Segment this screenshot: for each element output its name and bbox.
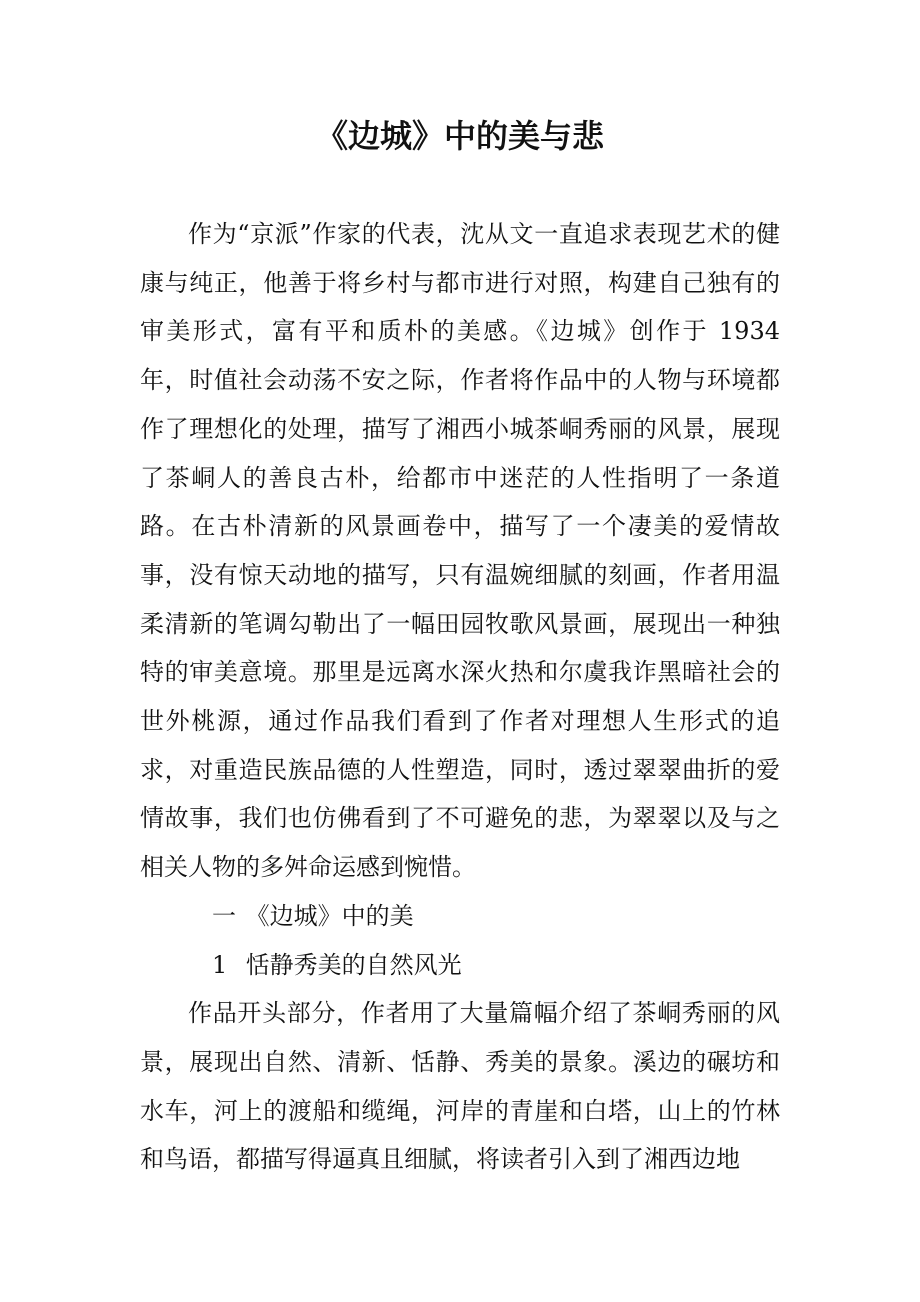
subsection-number: 1 — [212, 950, 228, 979]
section-heading-text: 《边城》中的美 — [245, 901, 414, 930]
document-body — [140, 210, 780, 1184]
section-heading — [140, 892, 780, 941]
intro-paragraph: 作为“京派”作家的代表，沈从文一直追求表现艺术的健康与纯正，他善于将乡村与都市进行对照，构建自己独有的审美形式，富有平和质朴的美感。《边城》创作于 1934 年，时值社会动荡不安之际，作者将作品中的人物与环境都作了理想化的处理，描写了湘西小城茶峒秀丽的风景，展现了茶峒人的善良古朴，给都市中迷茫的人性指明了一条道路。在古朴清新的风景画卷中，描写了一个凄美的爱情故事，没有惊天动地的描写，只有温婉细腻的刻画，作者用温柔清新的笔调勾勒出了一幅田园牧歌风景画，展现出一种独特的审美意境。那里是远离水深火热和尔虞我诈黑暗社会的世外桃源，通过作品我们看到了作者对理想人生形式的追求，对重造民族品德的人性塑造，同时，透过翠翠曲折的爱情故事，我们也仿佛看到了不可避免的悲，为翠翠以及与之相关人物的多舛命运感到惋惜。 — [140, 220, 780, 882]
section-number: 一 — [212, 901, 236, 930]
subsection-heading-text: 恬静秀美的自然风光 — [245, 950, 462, 979]
subsection-heading — [140, 941, 780, 990]
body-paragraph: 作品开头部分，作者用了大量篇幅介绍了茶峒秀丽的风景，展现出自然、清新、恬静、秀美的景象。溪边的碾坊和水车，河上的渡船和缆绳，河岸的青崖和白塔，山上的竹林和鸟语，都描写得逼真且细腻，将读者引入到了湘西边地 — [140, 999, 780, 1174]
document-title: 《边城》中的美与悲 — [315, 117, 604, 155]
